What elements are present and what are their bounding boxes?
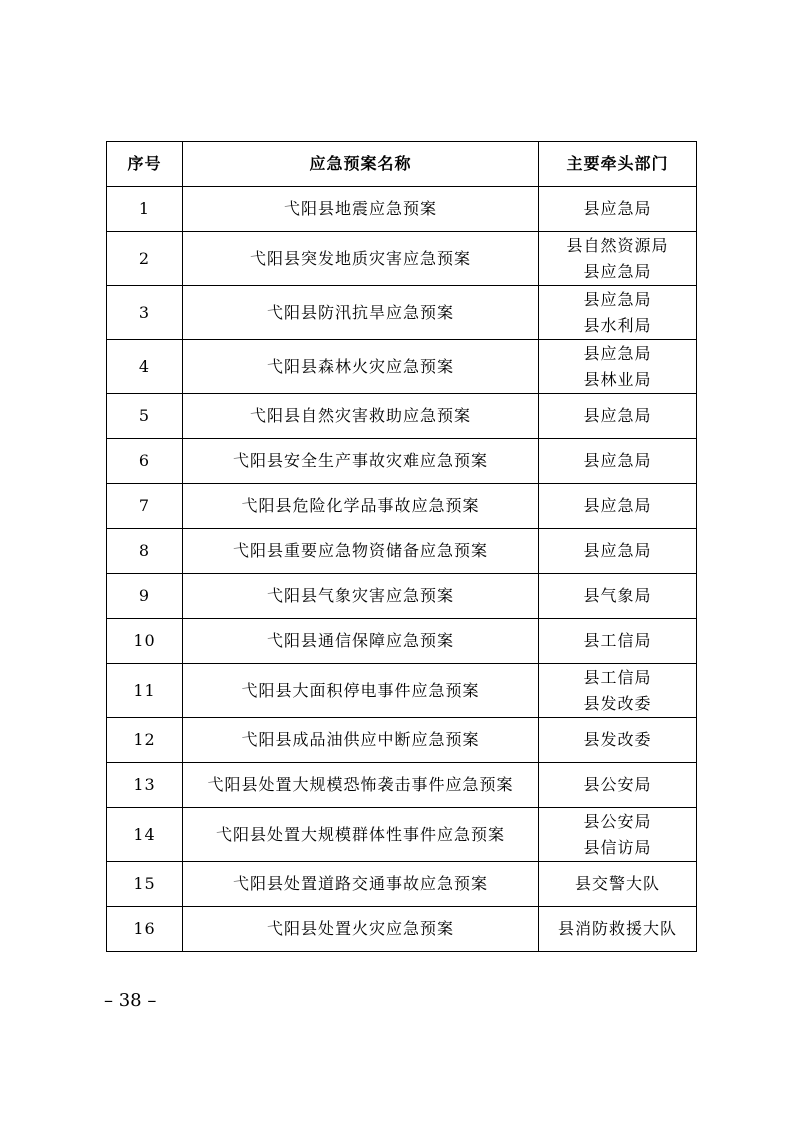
row-serial-number: 5 — [107, 394, 183, 439]
department-name: 县公安局 — [583, 811, 652, 831]
row-serial-number: 12 — [107, 718, 183, 763]
table-row — [107, 664, 697, 718]
row-serial-number: 8 — [107, 529, 183, 574]
row-plan-name: 弋阳县防汛抗旱应急预案 — [183, 286, 539, 340]
row-serial-number: 4 — [107, 340, 183, 394]
table-row — [107, 340, 697, 394]
row-plan-name: 弋阳县处置道路交通事故应急预案 — [183, 862, 539, 907]
row-plan-name: 弋阳县大面积停电事件应急预案 — [183, 664, 539, 718]
table-row — [107, 619, 697, 664]
row-serial-number: 14 — [107, 808, 183, 862]
row-plan-name: 弋阳县成品油供应中断应急预案 — [183, 718, 539, 763]
row-lead-department — [539, 574, 697, 619]
row-serial-number: 7 — [107, 484, 183, 529]
row-serial-number: 9 — [107, 574, 183, 619]
row-lead-department — [539, 484, 697, 529]
row-serial-number: 6 — [107, 439, 183, 484]
row-lead-department — [539, 187, 697, 232]
table-row — [107, 862, 697, 907]
row-lead-department — [539, 718, 697, 763]
department-name: 县应急局 — [583, 451, 652, 470]
department-name: 县工信局 — [583, 631, 652, 650]
table-row — [107, 763, 697, 808]
row-serial-number: 15 — [107, 862, 183, 907]
row-serial-number: 11 — [107, 664, 183, 718]
table-header-row — [107, 142, 697, 187]
department-name: 县交警大队 — [574, 874, 660, 893]
table-row — [107, 718, 697, 763]
header-lead-department: 主要牵头部门 — [539, 142, 697, 187]
row-plan-name: 弋阳县安全生产事故灾难应急预案 — [183, 439, 539, 484]
page-number: – 38 – — [104, 990, 157, 1011]
row-plan-name: 弋阳县处置大规模恐怖袭击事件应急预案 — [183, 763, 539, 808]
department-name: 县应急局 — [583, 541, 652, 560]
department-name: 县应急局 — [583, 261, 652, 281]
row-plan-name: 弋阳县气象灾害应急预案 — [183, 574, 539, 619]
row-plan-name: 弋阳县森林火灾应急预案 — [183, 340, 539, 394]
department-name: 县自然资源局 — [566, 235, 669, 255]
table-row — [107, 232, 697, 286]
department-name: 县应急局 — [583, 289, 652, 309]
department-name: 县应急局 — [583, 496, 652, 515]
row-lead-department — [539, 286, 697, 340]
department-name: 县气象局 — [583, 586, 652, 605]
department-name: 县应急局 — [583, 406, 652, 425]
department-name: 县应急局 — [583, 343, 652, 363]
row-lead-department — [539, 862, 697, 907]
department-name: 县发改委 — [583, 693, 652, 713]
row-serial-number: 10 — [107, 619, 183, 664]
header-plan-name: 应急预案名称 — [183, 142, 539, 187]
row-lead-department — [539, 763, 697, 808]
department-name: 县信访局 — [583, 837, 652, 857]
table-row — [107, 484, 697, 529]
row-plan-name: 弋阳县自然灾害救助应急预案 — [183, 394, 539, 439]
row-lead-department — [539, 340, 697, 394]
row-lead-department — [539, 529, 697, 574]
row-lead-department — [539, 619, 697, 664]
department-name: 县水利局 — [583, 315, 652, 335]
row-plan-name: 弋阳县处置火灾应急预案 — [183, 907, 539, 952]
table-row — [107, 394, 697, 439]
row-plan-name: 弋阳县危险化学品事故应急预案 — [183, 484, 539, 529]
row-plan-name: 弋阳县通信保障应急预案 — [183, 619, 539, 664]
table-row — [107, 529, 697, 574]
row-lead-department — [539, 664, 697, 718]
row-lead-department — [539, 439, 697, 484]
table-row — [107, 808, 697, 862]
department-name: 县消防救援大队 — [557, 919, 677, 938]
department-name: 县林业局 — [583, 369, 652, 389]
table-row — [107, 907, 697, 952]
department-name: 县应急局 — [583, 199, 652, 218]
department-name: 县公安局 — [583, 775, 652, 794]
row-plan-name: 弋阳县突发地质灾害应急预案 — [183, 232, 539, 286]
department-name: 县工信局 — [583, 667, 652, 687]
department-name: 县发改委 — [583, 730, 652, 749]
row-serial-number: 16 — [107, 907, 183, 952]
row-serial-number: 2 — [107, 232, 183, 286]
table-row — [107, 574, 697, 619]
row-plan-name: 弋阳县处置大规模群体性事件应急预案 — [183, 808, 539, 862]
row-lead-department — [539, 808, 697, 862]
header-serial-number: 序号 — [107, 142, 183, 187]
row-serial-number: 1 — [107, 187, 183, 232]
table-body — [107, 187, 697, 952]
row-serial-number: 3 — [107, 286, 183, 340]
table-row — [107, 439, 697, 484]
table-row — [107, 286, 697, 340]
row-serial-number: 13 — [107, 763, 183, 808]
table-row — [107, 187, 697, 232]
row-plan-name: 弋阳县地震应急预案 — [183, 187, 539, 232]
row-plan-name: 弋阳县重要应急物资储备应急预案 — [183, 529, 539, 574]
row-lead-department — [539, 394, 697, 439]
row-lead-department — [539, 907, 697, 952]
row-lead-department — [539, 232, 697, 286]
emergency-plan-table — [106, 141, 697, 952]
